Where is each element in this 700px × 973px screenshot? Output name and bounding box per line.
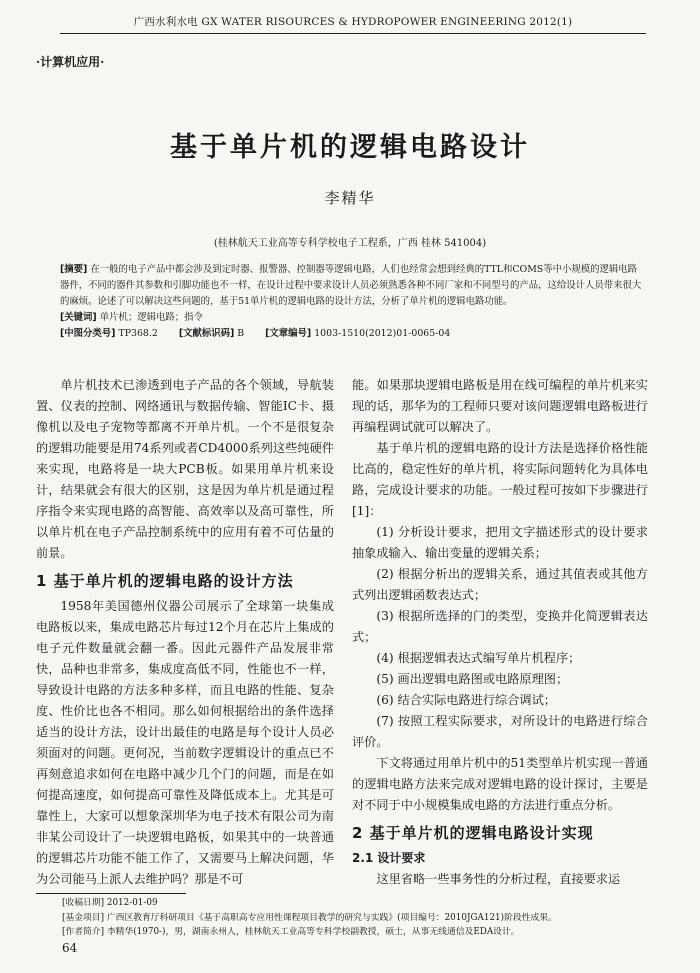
step-7: (7) 按照工程实际要求，对所设计的电路进行综合评价。 bbox=[352, 714, 648, 749]
section-label: ·计算机应用· bbox=[36, 55, 105, 69]
method-paragraph: 基于单片机的逻辑电路的设计方法是选择价格性能比高的，稳定性好的单片机，将实际问题转化为具体电路，完成设计要求的功能。一般过程可按如下步骤进行[1]： bbox=[352, 441, 648, 518]
footnote-rule bbox=[36, 893, 186, 894]
continued-paragraph: 能。如果那块逻辑电路板是用在线可编程的单片机来实现的话，那华为的工程师只要对该问题逻辑电路板进行再编程调试就可以解决了。 bbox=[352, 378, 648, 434]
section-1-heading: 1 基于单片机的逻辑电路的设计方法 bbox=[36, 572, 294, 590]
article-metadata bbox=[60, 262, 646, 342]
abstract-label: [摘要] bbox=[60, 264, 88, 275]
step-3: (3) 根据所选择的门的类型，变换并化简逻辑表达式； bbox=[352, 609, 648, 644]
section-1-paragraph: 1958年美国德州仪器公司展示了全球第一块集成电路板以来，集成电路芯片每过12个月在芯片上集成的电子元件数量就会翻一番。因此元器件产品发展非常快，品种也非常多，集成度高低不同，性能也不一样，导致设计电路的方法多种多样，而且电路的性能、复杂度、性价比也各不相同。那么如何根据给出的条件选择适当的设计方法，设计出最佳的电路是每个设计人员必须面对的问题。更何况，当前数字逻辑设计的重点已不再刻意追求如何在电路中减少几个门的问题，而是在如何提高速度，如何提高可靠性及降低成本上。尤其是可靠性上，大家可以想象深圳华为电子技术有限公司为南非某公司设计了一块逻辑电路板，如果其中的一块普通的逻辑芯片功能不能工作了，又需要马上解决问题，华为公司能马上派人去维护吗？那是不可 bbox=[36, 599, 334, 886]
footnotes bbox=[62, 896, 662, 940]
keywords bbox=[60, 310, 646, 326]
doc-code-label: [文献标识码] bbox=[178, 328, 235, 339]
article-id-label: [文章编号] bbox=[265, 328, 312, 339]
step-1: (1) 分析设计要求，把用文字描述形式的设计要求抽象成输入、输出变量的逻辑关系； bbox=[352, 525, 648, 560]
article-id-value: 1003-1510(2012)01-0065-04 bbox=[314, 328, 451, 339]
abstract bbox=[60, 262, 646, 310]
author-affiliation: (桂林航天工业高等专科学校电子工程系，广西 桂林 541004) bbox=[213, 238, 487, 249]
running-header: 广西水利水电 GX WATER RISOURCES & HYDROPOWER ENGINEERING 2012(1) bbox=[133, 16, 573, 28]
step-4: (4) 根据逻辑表达式编写单片机程序； bbox=[376, 651, 581, 665]
keywords-text: 单片机；逻辑电路；指令 bbox=[99, 312, 203, 323]
header-rule bbox=[60, 33, 646, 34]
subsection-2-1-heading: 2.1 设计要求 bbox=[352, 851, 426, 865]
article-title: 基于单片机的逻辑电路设计 bbox=[170, 132, 530, 163]
classification-line bbox=[60, 326, 646, 342]
abstract-text: 在一般的电子产品中都会涉及到定时器、报警器、控制器等逻辑电路，人们也经常会想到经典的TTL和COMS等中小规模的逻辑电路器件，不同的器件其参数和引脚功能也不一样，在设计过程中要求设计人员必须熟悉各种不同厂家和不同型号的产品，这给设计人员带来很大的麻烦。论述了可以解决这些问题的，基于51单片机的逻辑电路的设计方法，分析了单片机的逻辑电路功能。 bbox=[60, 264, 642, 307]
requirement-paragraph: 这里省略一些事务性的分析过程，直接要求运 bbox=[376, 872, 621, 886]
clc-label: [中图分类号] bbox=[60, 328, 116, 339]
author-name: 李精华 bbox=[324, 189, 376, 207]
fund-project: [基金项目] 广西区教育厅科研项目《基于高职高专应用性课程项目教学的研究与实践》(项目编号：2010JGA121)阶段性成果。 bbox=[62, 912, 557, 923]
transition-paragraph: 下文将通过用单片机中的51类型单片机实现一普通的逻辑电路方法来完成对逻辑电路的设计探讨，主要是对不同于中小规模集成电路的方法进行重点分析。 bbox=[352, 756, 648, 812]
left-column bbox=[36, 375, 334, 890]
clc-value: TP368.2 bbox=[118, 328, 158, 339]
author-bio: [作者简介] 李精华(1970-)，男，湖南永州人，桂林航天工业高等专科学校副教授，硕士，从事无线通信及EDA设计。 bbox=[62, 927, 520, 937]
step-6: (6) 结合实际电路进行综合调试； bbox=[376, 693, 556, 707]
step-2: (2) 根据分析出的逻辑关系，通过其值表或其他方式列出逻辑函数表达式； bbox=[352, 567, 648, 602]
intro-paragraph: 单片机技术已渗透到电子产品的各个领域，导航装置、仪表的控制、网络通讯与数据传输、智能IC卡、摄像机以及电子宠物等都离不开单片机。一个不是很复杂的逻辑功能要是用74系列或者CD4000系列这些纯硬件来实现，电路将是一块大PCB板。如果用单片机来设计，结果就会有很大的区别，这是因为单片机是通过程序指令来实现电路的高智能、高效率以及高可靠性，所以单片机在电子产品控制系统中的应用有着不可估量的前景。 bbox=[36, 378, 334, 560]
step-5: (5) 画出逻辑电路图或电路原理图； bbox=[376, 672, 569, 686]
right-column bbox=[352, 375, 648, 890]
keywords-label: [关键词] bbox=[60, 312, 97, 323]
doc-code-value: B bbox=[237, 328, 245, 339]
received-date: [收稿日期] 2012-01-09 bbox=[62, 898, 158, 908]
section-2-heading: 2 基于单片机的逻辑电路设计实现 bbox=[352, 824, 594, 842]
page-number: 64 bbox=[62, 941, 78, 955]
